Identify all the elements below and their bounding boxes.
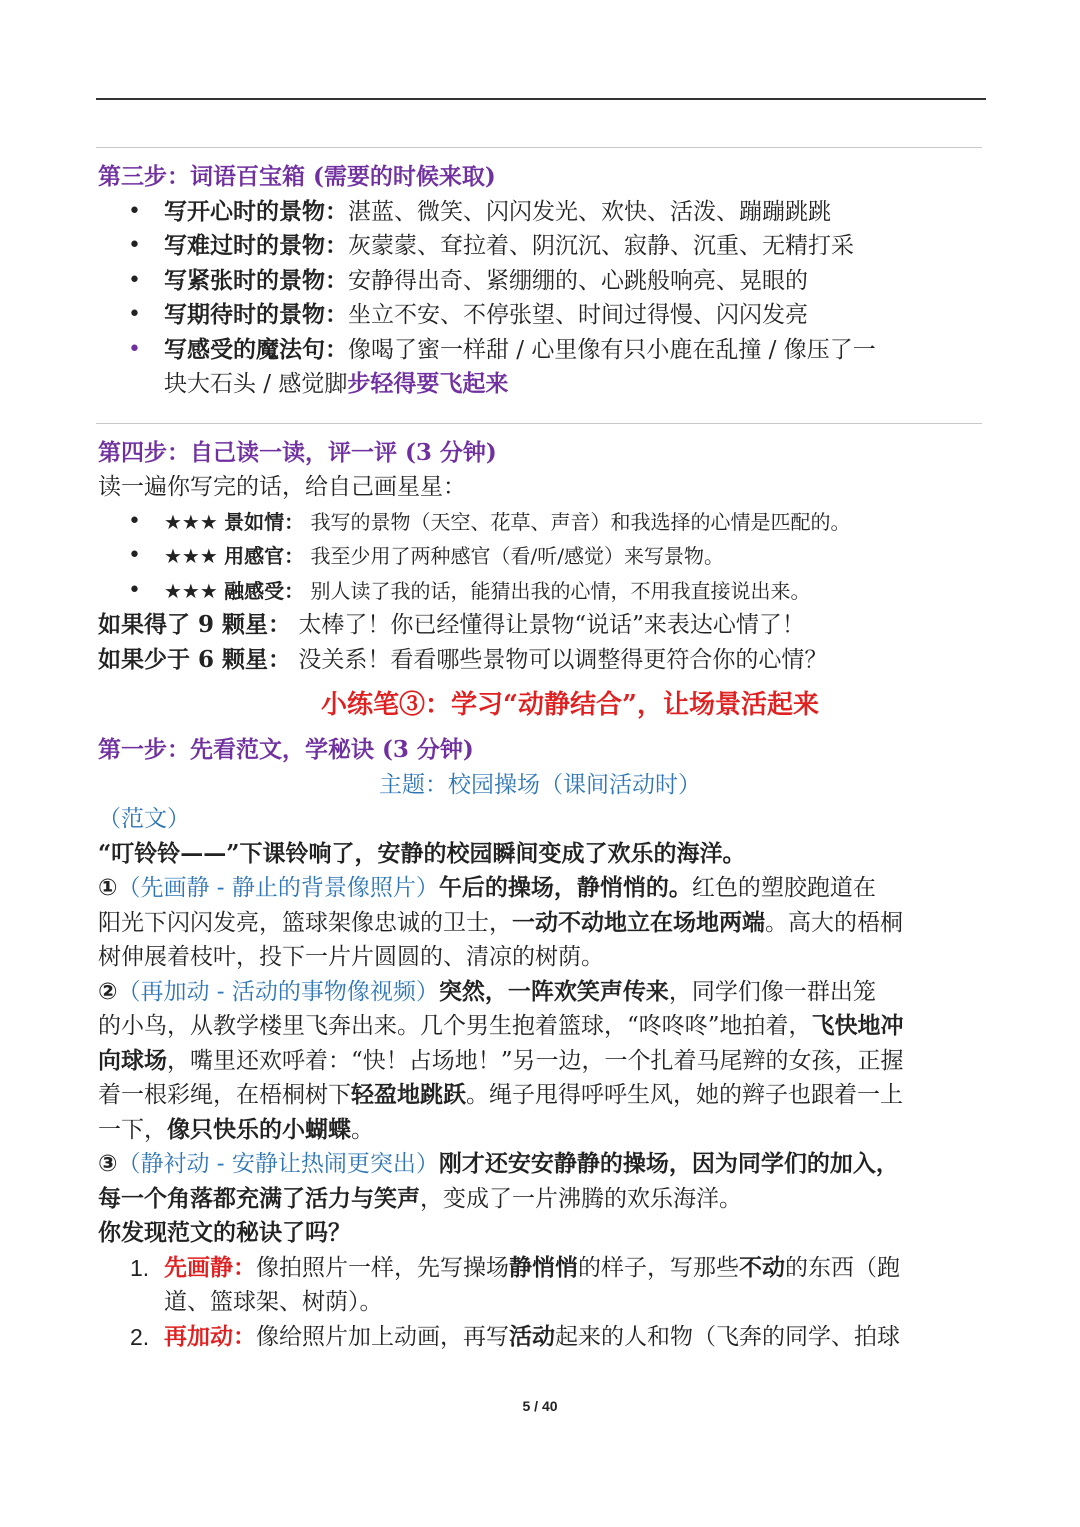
- list-item: • 写紧张时的景物：安静得出奇、紧绷绷的、心跳般响亮、晃眼的: [98, 264, 982, 299]
- section-divider: [96, 147, 982, 148]
- sample-paragraph-3-cont: 每一个角落都充满了活力与笑声，变成了一片沸腾的欢乐海洋。: [98, 1184, 742, 1212]
- sample-paragraph-2-cont: 的小鸟，从教学楼里飞奔出来。几个男生抱着篮球，“咚咚咚”地拍着，飞快地冲: [98, 1012, 904, 1039]
- page-number: 5 / 40: [522, 1398, 558, 1414]
- header-rule: [96, 98, 986, 100]
- criteria-item: • ★★★ 用感官： 我至少用了两种感官（看/听/感觉）来写景物。: [98, 539, 982, 574]
- sample-paragraph-2-cont: 着一根彩绳，在梧桐树下轻盈地跳跃。绳子甩得呼呼生风，她的辫子也跟着一上: [98, 1081, 903, 1108]
- result-low: 如果少于 6 颗星： 没关系！看看哪些景物可以调整得更符合你的心情？: [98, 645, 828, 673]
- criteria-item: • ★★★ 景如情： 我写的景物（天空、花草、声音）和我选择的心情是匹配的。: [98, 505, 982, 540]
- sample-paragraph-1-cont: 树伸展着枝叶，投下一片片圆圆的、清凉的树荫。: [98, 944, 604, 970]
- sample-theme: 主题：校园操场（课间活动时）: [379, 771, 701, 798]
- sample-paragraph-1-cont: 阳光下闪闪发亮，篮球架像忠诚的卫士，一动不动地立在场地两端。高大的梧桐: [98, 908, 903, 936]
- sample-paragraph-3: ③（静衬动 - 安静让热闹更突出）刚才还安安静静的操场，因为同学们的加入，: [98, 1150, 899, 1177]
- list-item-magic-cont: 块大石头 / 感觉脚步轻得要飞起来: [164, 370, 509, 397]
- sample-paragraph-1: ①（先画静 - 静止的背景像照片）午后的操场，静悄悄的。红色的塑胶跑道在: [98, 874, 876, 901]
- secret-item-1-cont: 道、篮球架、树荫）。: [164, 1289, 383, 1315]
- step4-intro: 读一遍你写完的话，给自己画星星：: [98, 474, 466, 500]
- secret-item-1: 1. 先画静：像拍照片一样，先写操场静悄悄的样子，写那些不动的东西（跑: [130, 1253, 900, 1281]
- secret-item-2: 2. 再加动：像给照片加上动画，再写活动起来的人和物（飞奔的同学、拍球: [130, 1322, 900, 1350]
- sample-paragraph-2: ②（再加动 - 活动的事物像视频）突然，一阵欢笑声传来，同学们像一群出笼: [98, 977, 876, 1005]
- sample-opening: “叮铃铃——”下课铃响了，安静的校园瞬间变成了欢乐的海洋。: [98, 839, 746, 867]
- step4-heading: 第四步：自己读一读，评一评 (3 分钟): [98, 438, 497, 466]
- step1-heading: 第一步：先看范文，学秘诀 (3 分钟): [98, 736, 474, 763]
- main-content: [98, 160, 982, 1354]
- sample-paragraph-2-cont: 一下，像只快乐的小蝴蝶。: [98, 1115, 374, 1143]
- sample-label: （范文）: [98, 806, 190, 832]
- list-item: • 写期待时的景物：坐立不安、不停张望、时间过得慢、闪闪发亮: [98, 298, 982, 333]
- secret-question: 你发现范文的秘诀了吗？: [98, 1219, 351, 1246]
- list-item: • 写难过时的景物：灰蒙蒙、耷拉着、阴沉沉、寂静、沉重、无精打采: [98, 229, 982, 264]
- criteria-item: • ★★★ 融感受： 别人读了我的话，能猜出我的心情，不用我直接说出来。: [98, 574, 982, 609]
- sample-paragraph-2-cont: 向球场，嘴里还欢呼着：“快！占场地！”另一边，一个扎着马尾辫的女孩，正握: [98, 1046, 904, 1074]
- list-item-magic: • 写感受的魔法句：像喝了蜜一样甜 / 心里像有只小鹿在乱撞 / 像压了一: [98, 333, 982, 368]
- step3-heading: 第三步：词语百宝箱 (需要的时候来取): [98, 163, 496, 190]
- practice-heading: 小练笔③：学习“动静结合”，让场景活起来: [321, 690, 819, 720]
- list-item: • 写开心时的景物：湛蓝、微笑、闪闪发光、欢快、活泼、蹦蹦跳跳: [98, 195, 982, 230]
- result-high: 如果得了 9 颗星： 太棒了！你已经懂得让景物“说话”来表达心情了！: [98, 611, 805, 638]
